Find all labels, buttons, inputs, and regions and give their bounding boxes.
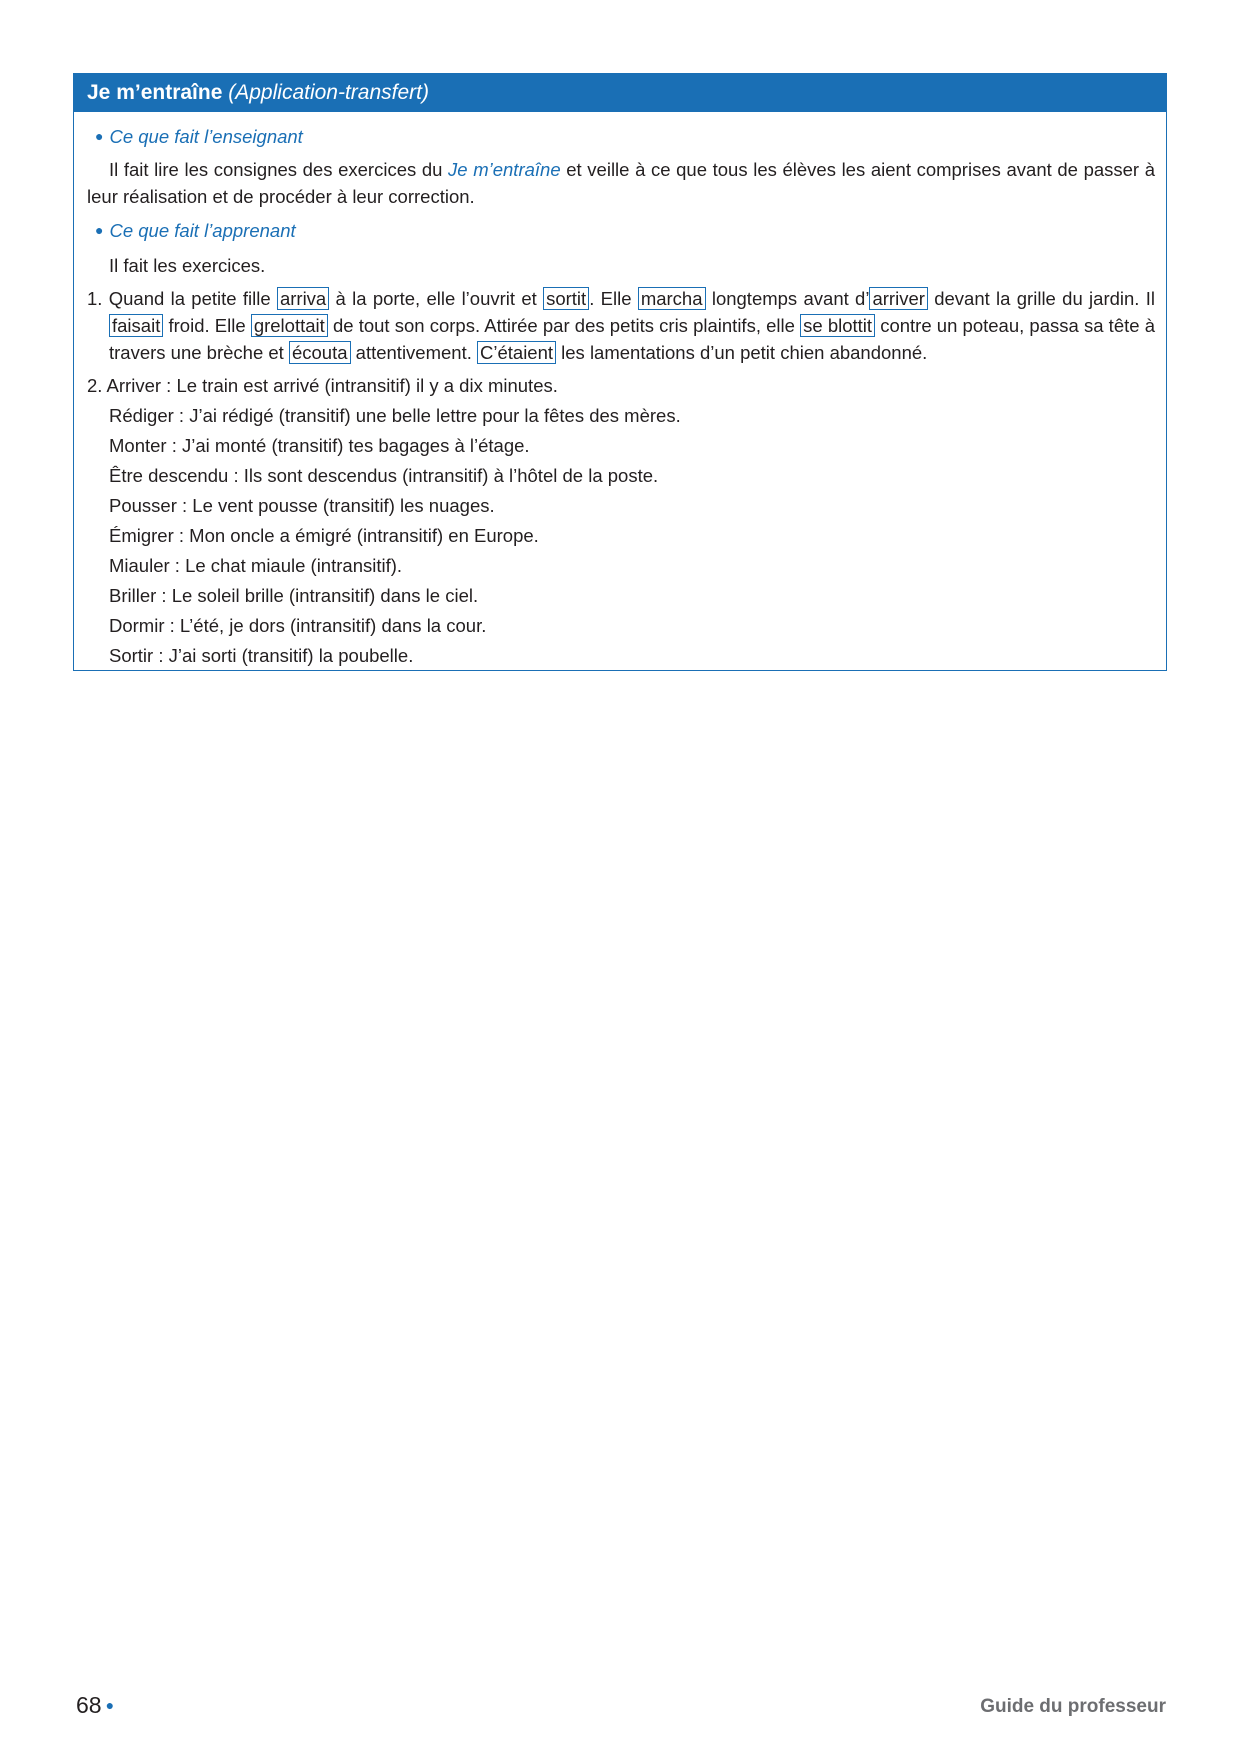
boxed-verb: se blottit	[800, 314, 875, 337]
bullet-icon: ●	[95, 128, 104, 144]
exercise-1-text: devant la grille du jardin. Il	[927, 288, 1155, 309]
exercise-2-line: Dormir : L’été, je dors (intransitif) dans la cour.	[109, 615, 487, 636]
exercise-2-line: Sortir : J’ai sorti (transitif) la poubelle.	[109, 645, 414, 666]
boxed-verb: marcha	[638, 287, 706, 310]
panel-title: Je m’entraîne	[87, 81, 223, 104]
bullet-icon: ●	[95, 222, 104, 238]
exercise-2-lines	[87, 401, 1155, 671]
exercise-2-line: Briller : Le soleil brille (intransitif) dans le ciel.	[109, 585, 479, 606]
exercise-1-text: froid. Elle	[163, 315, 251, 336]
learner-heading	[87, 217, 1155, 246]
exercise-2-first-line: 2. Arriver : Le train est arrivé (intransitif) il y a dix minutes.	[87, 375, 558, 396]
teacher-text-italic: Je m’entraîne	[448, 159, 561, 180]
exercise-1-text: . Elle	[589, 288, 638, 309]
exercise-2-line: Pousser : Le vent pousse (transitif) les nuages.	[109, 495, 495, 516]
exercise-1-text: de tout son corps. Attirée par des petits cris plaintifs, elle	[327, 315, 801, 336]
exercise-2-line: Émigrer : Mon oncle a émigré (intransitif) en Europe.	[109, 525, 539, 546]
exercise-1	[87, 285, 1155, 366]
boxed-verb: arriver	[869, 287, 927, 310]
guide-label: Guide du professeur	[980, 1696, 1166, 1717]
page-number-text: 68	[76, 1692, 102, 1718]
boxed-verb: sortit	[543, 287, 589, 310]
learner-heading-text: Ce que fait l’apprenant	[109, 220, 296, 241]
exercise-panel	[73, 73, 1167, 671]
exercise-2	[87, 371, 1155, 671]
exercise-1-text: 1. Quand la petite fille	[87, 288, 277, 309]
exercise-1-text: à la porte, elle l’ouvrit et	[329, 288, 544, 309]
panel-subtitle: (Application-transfert)	[228, 81, 429, 104]
exercise-2-line: Être descendu : Ils sont descendus (intransitif) à l’hôtel de la poste.	[109, 465, 659, 486]
footer-bullet-icon: ●	[105, 1697, 115, 1713]
panel-header	[74, 74, 1166, 112]
exercise-1-text: attentivement.	[350, 342, 477, 363]
exercise-1-text: les lamentations d’un petit chien abandonné.	[556, 342, 928, 363]
boxed-verb: arriva	[277, 287, 329, 310]
exercise-2-line: Monter : J’ai monté (transitif) tes bagages à l’étage.	[109, 435, 530, 456]
teacher-text-before: Il fait lire les consignes des exercices du	[109, 159, 449, 180]
panel-body	[74, 112, 1166, 671]
boxed-verb: écouta	[289, 341, 351, 364]
exercise-1-text: contre un poteau, passa sa tête à travers une brèche et	[109, 315, 1155, 363]
learner-text: Il fait les exercices.	[109, 255, 266, 276]
teacher-paragraph	[87, 156, 1155, 210]
page-number	[76, 1692, 114, 1719]
exercise-1-text: longtemps avant d’	[705, 288, 870, 309]
boxed-verb: grelottait	[251, 314, 328, 337]
boxed-verb: faisait	[109, 314, 163, 337]
teacher-heading	[87, 123, 1155, 152]
teacher-text-after: et veille à ce que tous les élèves les aient comprises avant de passer à leur réalisation et de procéder à leur correction.	[87, 159, 1155, 207]
boxed-verb: C’étaient	[477, 341, 556, 364]
teacher-heading-text: Ce que fait l’enseignant	[109, 126, 303, 147]
exercise-2-line: Miauler : Le chat miaule (intransitif).	[109, 555, 403, 576]
exercise-2-line: Rédiger : J’ai rédigé (transitif) une belle lettre pour la fêtes des mères.	[109, 405, 681, 426]
